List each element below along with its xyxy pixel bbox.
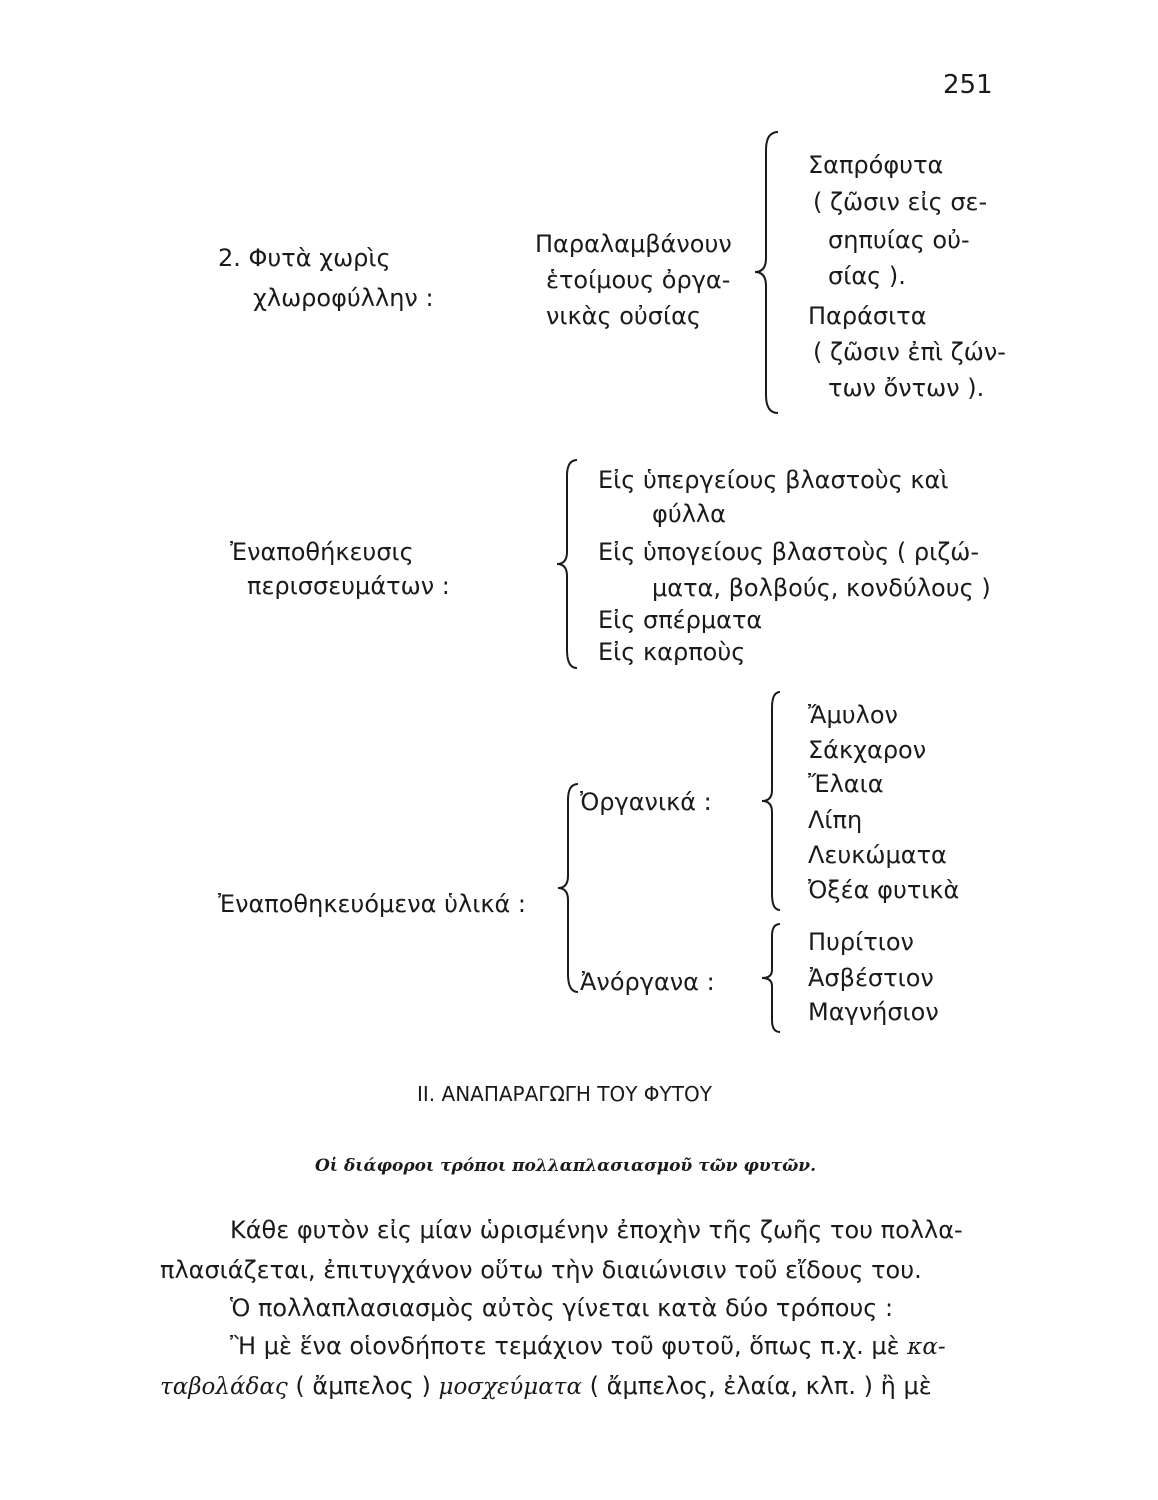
parasites-desc-1: ( ζῶσιν ἐπὶ ζών- [813,338,1006,366]
storage-fruits: Εἰς καρποὺς [598,638,746,666]
paragraph-line-5 [160,1374,932,1399]
organic-item-oils: Ἔλαια [808,770,884,798]
storage-seeds: Εἰς σπέρματα [598,606,763,634]
organic-item-starch: Ἄμυλον [808,701,898,729]
paragraph-line-4 [230,1334,946,1359]
paragraph-line-5-text-2: ( ἄμπελος, ἐλαία, κλπ. ) ἢ μὲ [582,1372,932,1400]
parasites-item: Παράσιτα [808,302,927,330]
paragraph-line-5-italic-1: ταβολάδας [160,1374,288,1400]
receive-organic-text-3: νικὰς οὐσίας [546,302,702,330]
organic-item-proteins: Λευκώματα [808,841,947,869]
inorganic-item-silicon: Πυρίτιον [808,928,914,956]
saprophytes-desc-2: σηπυίας οὐ- [828,226,970,254]
inorganic-item-magnesium: Μαγνήσιον [808,998,939,1026]
organic-item-plant-acids: Ὀξέα φυτικὰ [808,876,960,904]
saprophytes-desc-3: σίας ). [828,262,906,290]
storage-underground-shoots: Εἰς ὑπογείους βλαστοὺς ( ριζώ- [598,538,980,566]
saprophytes-item: Σαπρόφυτα [808,151,944,179]
saprophytes-desc-1: ( ζῶσιν εἰς σε- [813,188,988,216]
brace-section2 [555,458,579,670]
brace-organic [760,690,784,912]
parasites-desc-2: των ὄντων ). [828,374,985,402]
page-number: 251 [943,70,993,100]
organic-label: Ὀργανικά : [580,788,712,816]
receive-organic-text-1: Παραλαμβάνουν [535,230,732,258]
inorganic-label: Ἀνόργανα : [580,968,715,996]
organic-item-sugar: Σάκχαρον [808,736,927,764]
inorganic-item-calcium: Ἀσβέστιον [808,964,934,992]
paragraph-line-4-text: Ἢ μὲ ἕνα οἱονδήποτε τεμάχιον τοῦ φυτοῦ, ὅπως π.χ. μὲ [230,1332,908,1360]
paragraph-line-2: πλασιάζεται, ἐπιτυγχάνον οὕτω τὴν διαιώνισιν τοῦ εἴδους του. [160,1256,922,1284]
section-heading: II. ΑΝΑΠΑΡΑΓΩΓΗ ΤΟΥ ΦΥΤΟΥ [417,1082,712,1106]
paragraph-line-5-text-1: ( ἄμπελος ) [287,1372,439,1400]
receive-organic-text-2: ἑτοίμους ὀργα- [546,266,731,294]
storage-aerial-shoots-text: Εἰς ὑπεργείους βλαστοὺς καὶ [598,466,949,494]
plants-without-chlorophyll-label-2: χλωροφύλλην : [253,284,434,312]
organic-item-fats: Λίπη [808,806,863,834]
storage-surplus-label-1: Ἐναποθήκευσις [230,538,414,566]
storage-surplus-label-2: περισσευμάτων : [247,572,450,600]
stored-materials-label: Ἐναποθηκευόμενα ὑλικά : [218,890,526,918]
brace-section1 [752,130,780,415]
brace-inorganic [760,922,784,1034]
storage-leaves: φύλλα [652,500,726,528]
paragraph-line-1: Κάθε φυτὸν εἰς μίαν ὡρισμένην ἐποχὴν τῆς ζωῆς του πολλα- [230,1216,963,1244]
paragraph-line-3: Ὁ πολλαπλασιασμὸς αὐτὸς γίνεται κατὰ δύο τρόπους : [230,1294,894,1322]
section-subheading: Οἱ διάφοροι τρόποι πολλαπλασιασμοῦ τῶν φυτῶν. [315,1156,816,1176]
plants-without-chlorophyll-label: 2. Φυτὰ χωρὶς [218,244,391,272]
brace-section3 [556,782,580,994]
storage-rhizomes: ματα, βολβούς, κονδύλους ) [652,574,991,602]
paragraph-line-4-italic: κα- [907,1334,946,1360]
paragraph-line-5-italic-2: μοσχεύματα [438,1374,583,1400]
